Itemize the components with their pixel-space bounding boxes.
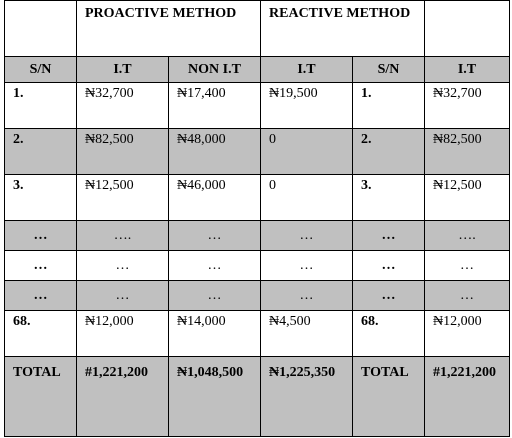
table-cell: ₦14,000 [169, 311, 261, 357]
table-cell: 68. [353, 311, 425, 357]
table-cell: ₦17,400 [169, 83, 261, 129]
total-value: ₦1,225,350 [261, 357, 353, 437]
total-value: ₦1,048,500 [169, 357, 261, 437]
table-cell: 0 [261, 129, 353, 175]
column-header-it: I.T [77, 57, 169, 83]
table-cell: …. [77, 221, 169, 251]
total-label: TOTAL [353, 357, 425, 437]
table-row [5, 251, 510, 281]
table-cell: … [353, 251, 425, 281]
table-cell: … [261, 221, 353, 251]
table-cell: … [425, 251, 510, 281]
table-cell: 0 [261, 175, 353, 221]
table-cell: … [261, 281, 353, 311]
table-cell: ₦46,000 [169, 175, 261, 221]
table-cell: 2. [5, 129, 77, 175]
total-row [5, 357, 510, 437]
table-cell: 3. [353, 175, 425, 221]
column-header-sn: S/N [353, 57, 425, 83]
table-cell: ₦12,500 [77, 175, 169, 221]
table-cell: ₦12,500 [425, 175, 510, 221]
reactive-method-header: REACTIVE METHOD [261, 1, 425, 57]
column-header-it: I.T [425, 57, 510, 83]
table-cell: ₦19,500 [261, 83, 353, 129]
table-cell: … [169, 281, 261, 311]
table-cell: 2. [353, 129, 425, 175]
table-cell: … [5, 281, 77, 311]
table-cell: ₦48,000 [169, 129, 261, 175]
table-cell: 3. [5, 175, 77, 221]
top-header-empty [5, 1, 77, 57]
table-cell: ₦32,700 [77, 83, 169, 129]
table-cell: … [5, 221, 77, 251]
table-cell: … [261, 251, 353, 281]
table-cell: 68. [5, 311, 77, 357]
column-header-it: I.T [261, 57, 353, 83]
table-cell: ₦32,700 [425, 83, 510, 129]
column-header-non-it: NON I.T [169, 57, 261, 83]
table-cell: ₦82,500 [425, 129, 510, 175]
table-cell: … [353, 281, 425, 311]
table-row [5, 281, 510, 311]
table-cell: … [169, 221, 261, 251]
table-cell: ₦82,500 [77, 129, 169, 175]
table-cell: ₦12,000 [425, 311, 510, 357]
table-row [5, 175, 510, 221]
table-row [5, 83, 510, 129]
table-cell: … [425, 281, 510, 311]
table-cell: … [77, 251, 169, 281]
table-row [5, 311, 510, 357]
table-row [5, 129, 510, 175]
table-cell: …. [425, 221, 510, 251]
comparison-table [4, 0, 510, 437]
proactive-method-header: PROACTIVE METHOD [77, 1, 261, 57]
table-cell: … [5, 251, 77, 281]
column-header-sn: S/N [5, 57, 77, 83]
total-value: #1,221,200 [425, 357, 510, 437]
table-cell: ₦4,500 [261, 311, 353, 357]
total-value: #1,221,200 [77, 357, 169, 437]
table-cell: … [353, 221, 425, 251]
table-cell: 1. [5, 83, 77, 129]
column-header-row [5, 57, 510, 83]
table-cell: ₦12,000 [77, 311, 169, 357]
total-label: TOTAL [5, 357, 77, 437]
top-header-empty [425, 1, 510, 57]
table-cell: … [77, 281, 169, 311]
table-row [5, 221, 510, 251]
table-top-header-row [5, 1, 510, 57]
table-cell: … [169, 251, 261, 281]
table-cell: 1. [353, 83, 425, 129]
